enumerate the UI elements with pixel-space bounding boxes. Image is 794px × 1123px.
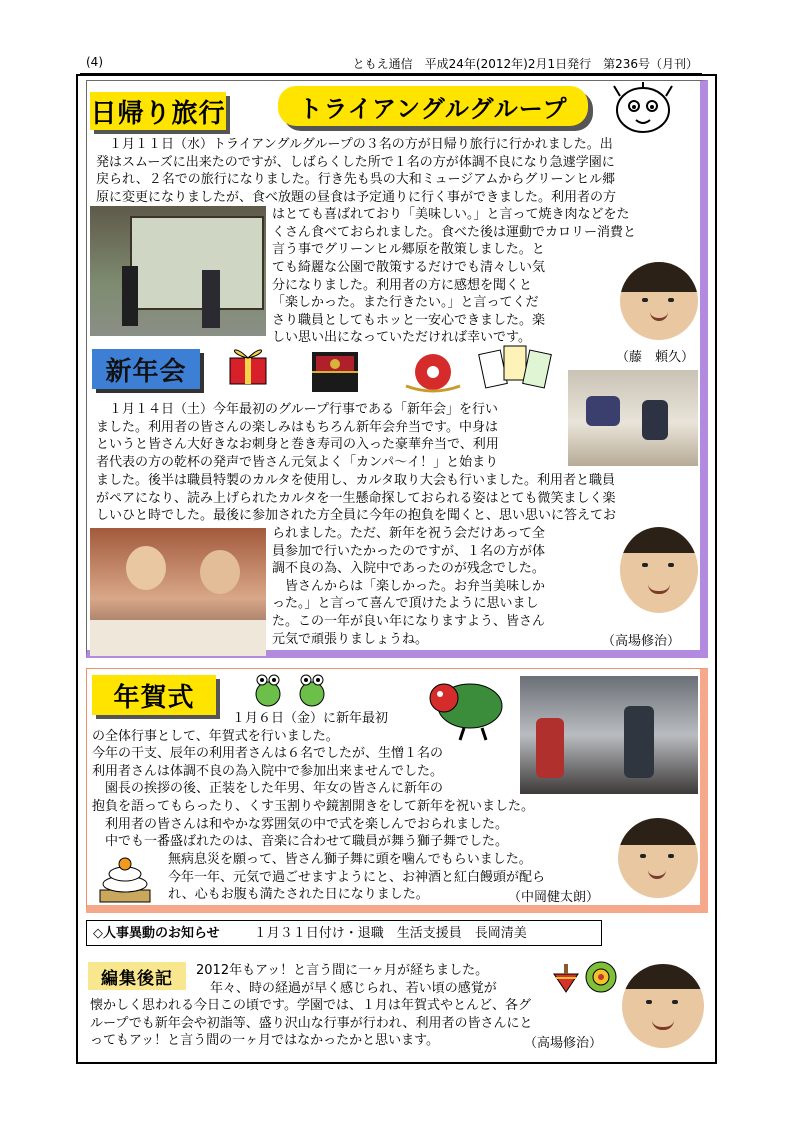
page-header <box>80 55 702 74</box>
nenga-line: 今年一年、元気で過ごせますようにと、お神酒と紅白饅頭が配ら <box>168 869 546 885</box>
karuta-game-photo <box>568 370 698 466</box>
nenga-ceremony-photo <box>520 676 698 794</box>
trip-line: 「楽しかった。また行きたい。」と言ってくだ <box>272 295 539 311</box>
newyear-line: 員参加で行いたかったのですが、１名の方が体 <box>272 543 546 559</box>
trip-line: さり職員としてもホッと一安心できました。楽 <box>272 312 546 328</box>
nenga-tag: 年賀式 <box>92 675 216 715</box>
nenga-line: れ、心もお腹も満たされた日になりました。 <box>168 887 429 903</box>
trip-line: １月１１日（水）トライアングルグループの３名の方が日帰り旅行に行かれました。出 <box>96 137 613 152</box>
trip-line: 戻られ、２名での旅行になりました。行き先も呉の大和ミュージアムからグリーンヒル郷 <box>96 172 616 188</box>
kagami-mochi-icon <box>96 852 154 904</box>
newyear-line: ました。利用者の皆さんの楽しみはもちろん新年会弁当です。中身は <box>96 419 498 435</box>
character-icon <box>612 82 674 138</box>
frog-icon <box>298 672 326 708</box>
newyear-tag: 新年会 <box>92 349 200 389</box>
ume-flower-icon <box>400 350 466 394</box>
trip-line: くさん食べておられました。食べた後は運動でカロリー消費と <box>272 224 637 240</box>
nenga-line: 無病息災を願って、皆さん獅子舞に頭を噛んでもらいました。 <box>168 852 532 867</box>
jubako-icon <box>306 344 364 396</box>
nenga-line: 抱負を語ってもらったり、くす玉割りや鏡割開きをして新年を祝いました。 <box>92 798 535 814</box>
nenga-line: 利用者さんは体調不良の為入院中で参加出来ませんでした。 <box>92 763 444 779</box>
personnel-notice <box>86 920 602 946</box>
newyear-paragraph-a <box>96 401 499 471</box>
newyear-line: 調不良の為、入院中であったのが残念でした。 <box>272 561 545 577</box>
newyear-line: 皆さんからは「楽しかった。お弁当美味しか <box>272 578 546 594</box>
gift-box-icon <box>222 338 274 388</box>
nenga-line: 園長の挨拶の後、正装をした年男、年女の皆さんに新年の <box>92 781 444 797</box>
editor-line: 2012年もアッ！と言う間に一ヶ月が経ちました。 <box>196 963 489 978</box>
notice-body: １月３１日付け・退職 生活支援員 長岡清美 <box>253 926 527 941</box>
trip-paragraph-mid <box>272 206 636 259</box>
trip-line: しい思い出になっていただければ幸いです。 <box>272 330 531 346</box>
newyear-line: １月１４日（土）今年最初のグループ行事である「新年会」を行い <box>96 402 498 417</box>
editor-line: 懐かしく思われる今日この頃です。学園では、１月は年賀式やとんど、各グ <box>90 998 531 1014</box>
editor-line: ループでも新年会や初詣等、盛り沢山な行事が行われ、利用者の皆さんにと <box>90 1015 533 1031</box>
trip-line: 分になりました。利用者の方に感想を聞くと <box>272 277 533 293</box>
newyear-meal-photo <box>90 528 266 656</box>
spinning-top-icon <box>550 962 582 994</box>
spinning-top-icon <box>584 960 618 994</box>
newyear-line: った。」と言って喜んで頂けたように思いまし <box>272 596 539 612</box>
newyear-line: 者代表の方の乾杯の発声で皆さん元気よく「カンパ～イ！」と始まり <box>96 454 499 470</box>
newyear-line: 元気で頑張りましょうね。 <box>272 631 429 647</box>
staff-face-photo <box>620 527 698 613</box>
newyear-paragraph-b <box>96 472 616 525</box>
issue-info: ともえ通信 平成24年(2012年)2月1日発行 第236号（月刊） <box>352 57 698 71</box>
nenga-signature: （中岡健太朗） <box>508 890 600 905</box>
trip-signature: （藤 頼久） <box>616 350 695 365</box>
nenga-line: １月６日（金）に新年最初 <box>232 711 389 726</box>
trip-line: 発はスムーズに出来たのですが、しばらくした所で１名の方が体調不良になり急遽学園に <box>96 154 615 170</box>
editor-line: ってもアッ！と言う間の一ヶ月ではなかったかと思います。 <box>90 1033 440 1049</box>
newyear-signature: （高場修治） <box>602 634 681 649</box>
newyear-line: られました。ただ、新年を祝う会だけあって全 <box>272 526 545 541</box>
nenga-line: 中でも一番盛ばれたのは、音楽に合わせて職員が舞う獅子舞でした。 <box>92 834 509 850</box>
editor-paragraph <box>90 962 533 1050</box>
newyear-line: がペアになり、読み上げられたカルタを一生懸命探しておられる姿はとても微笑ましく楽 <box>96 490 616 506</box>
frog-icon <box>254 672 282 708</box>
newyear-line: というと皆さん大好きなお刺身と巻き寿司の入った豪華弁当で、利用 <box>96 437 499 453</box>
newyear-paragraph-c <box>272 525 545 648</box>
editor-signature: （高場修治） <box>524 1036 603 1051</box>
newyear-line: た。この一年が良い年になりますよう、皆さん <box>272 613 546 629</box>
editor-tag: 編集後記 <box>88 962 186 990</box>
notice-title: ◇人事異動のお知らせ <box>93 926 220 941</box>
nenga-line: 今年の干支、辰年の利用者さんは６名でしたが、生憎１名の <box>92 746 444 762</box>
trip-title: トライアングルグループ <box>278 86 588 126</box>
karuta-cards-icon <box>476 338 554 400</box>
editor-line: 年々、時の経過が早く感じられ、若い頃の感覚が <box>210 980 497 996</box>
trip-photo <box>90 206 266 336</box>
trip-tag: 日帰り旅行 <box>90 92 226 130</box>
trip-line: ても綺麗な公園で散策するだけでも清々しい気 <box>272 260 546 275</box>
staff-face-photo <box>620 262 698 340</box>
nenga-line: の全体行事として、年賀式を行いました。 <box>92 728 339 744</box>
trip-paragraph-short <box>272 259 545 347</box>
trip-line: 言う事でグリーンヒル郷原を散策しました。と <box>272 242 545 258</box>
nenga-line: 利用者の皆さんは和やかな雰囲気の中で式を楽しんでおられました。 <box>92 816 509 832</box>
newyear-line: ました。後半は職員特製のカルタを使用し、カルタ取り大会も行いました。利用者と職員 <box>96 473 615 488</box>
page-number: (4) <box>86 55 103 69</box>
trip-paragraph-full <box>96 136 616 206</box>
nenga-paragraph-a <box>92 710 534 851</box>
trip-line: はとても喜ばれており「美味しい。」と言って焼き肉などをた <box>272 207 630 222</box>
nenga-paragraph-b <box>168 851 545 904</box>
staff-face-photo <box>618 818 698 898</box>
trip-line: 原に変更になりましたが、食べ放題の昼食は予定通りに行く事ができました。利用者の方 <box>96 189 617 205</box>
newyear-line: しいひと時でした。最後に参加された方全員に今年の抱負を聞くと、思い思いに答えてお <box>96 508 617 524</box>
staff-face-photo <box>622 964 704 1048</box>
